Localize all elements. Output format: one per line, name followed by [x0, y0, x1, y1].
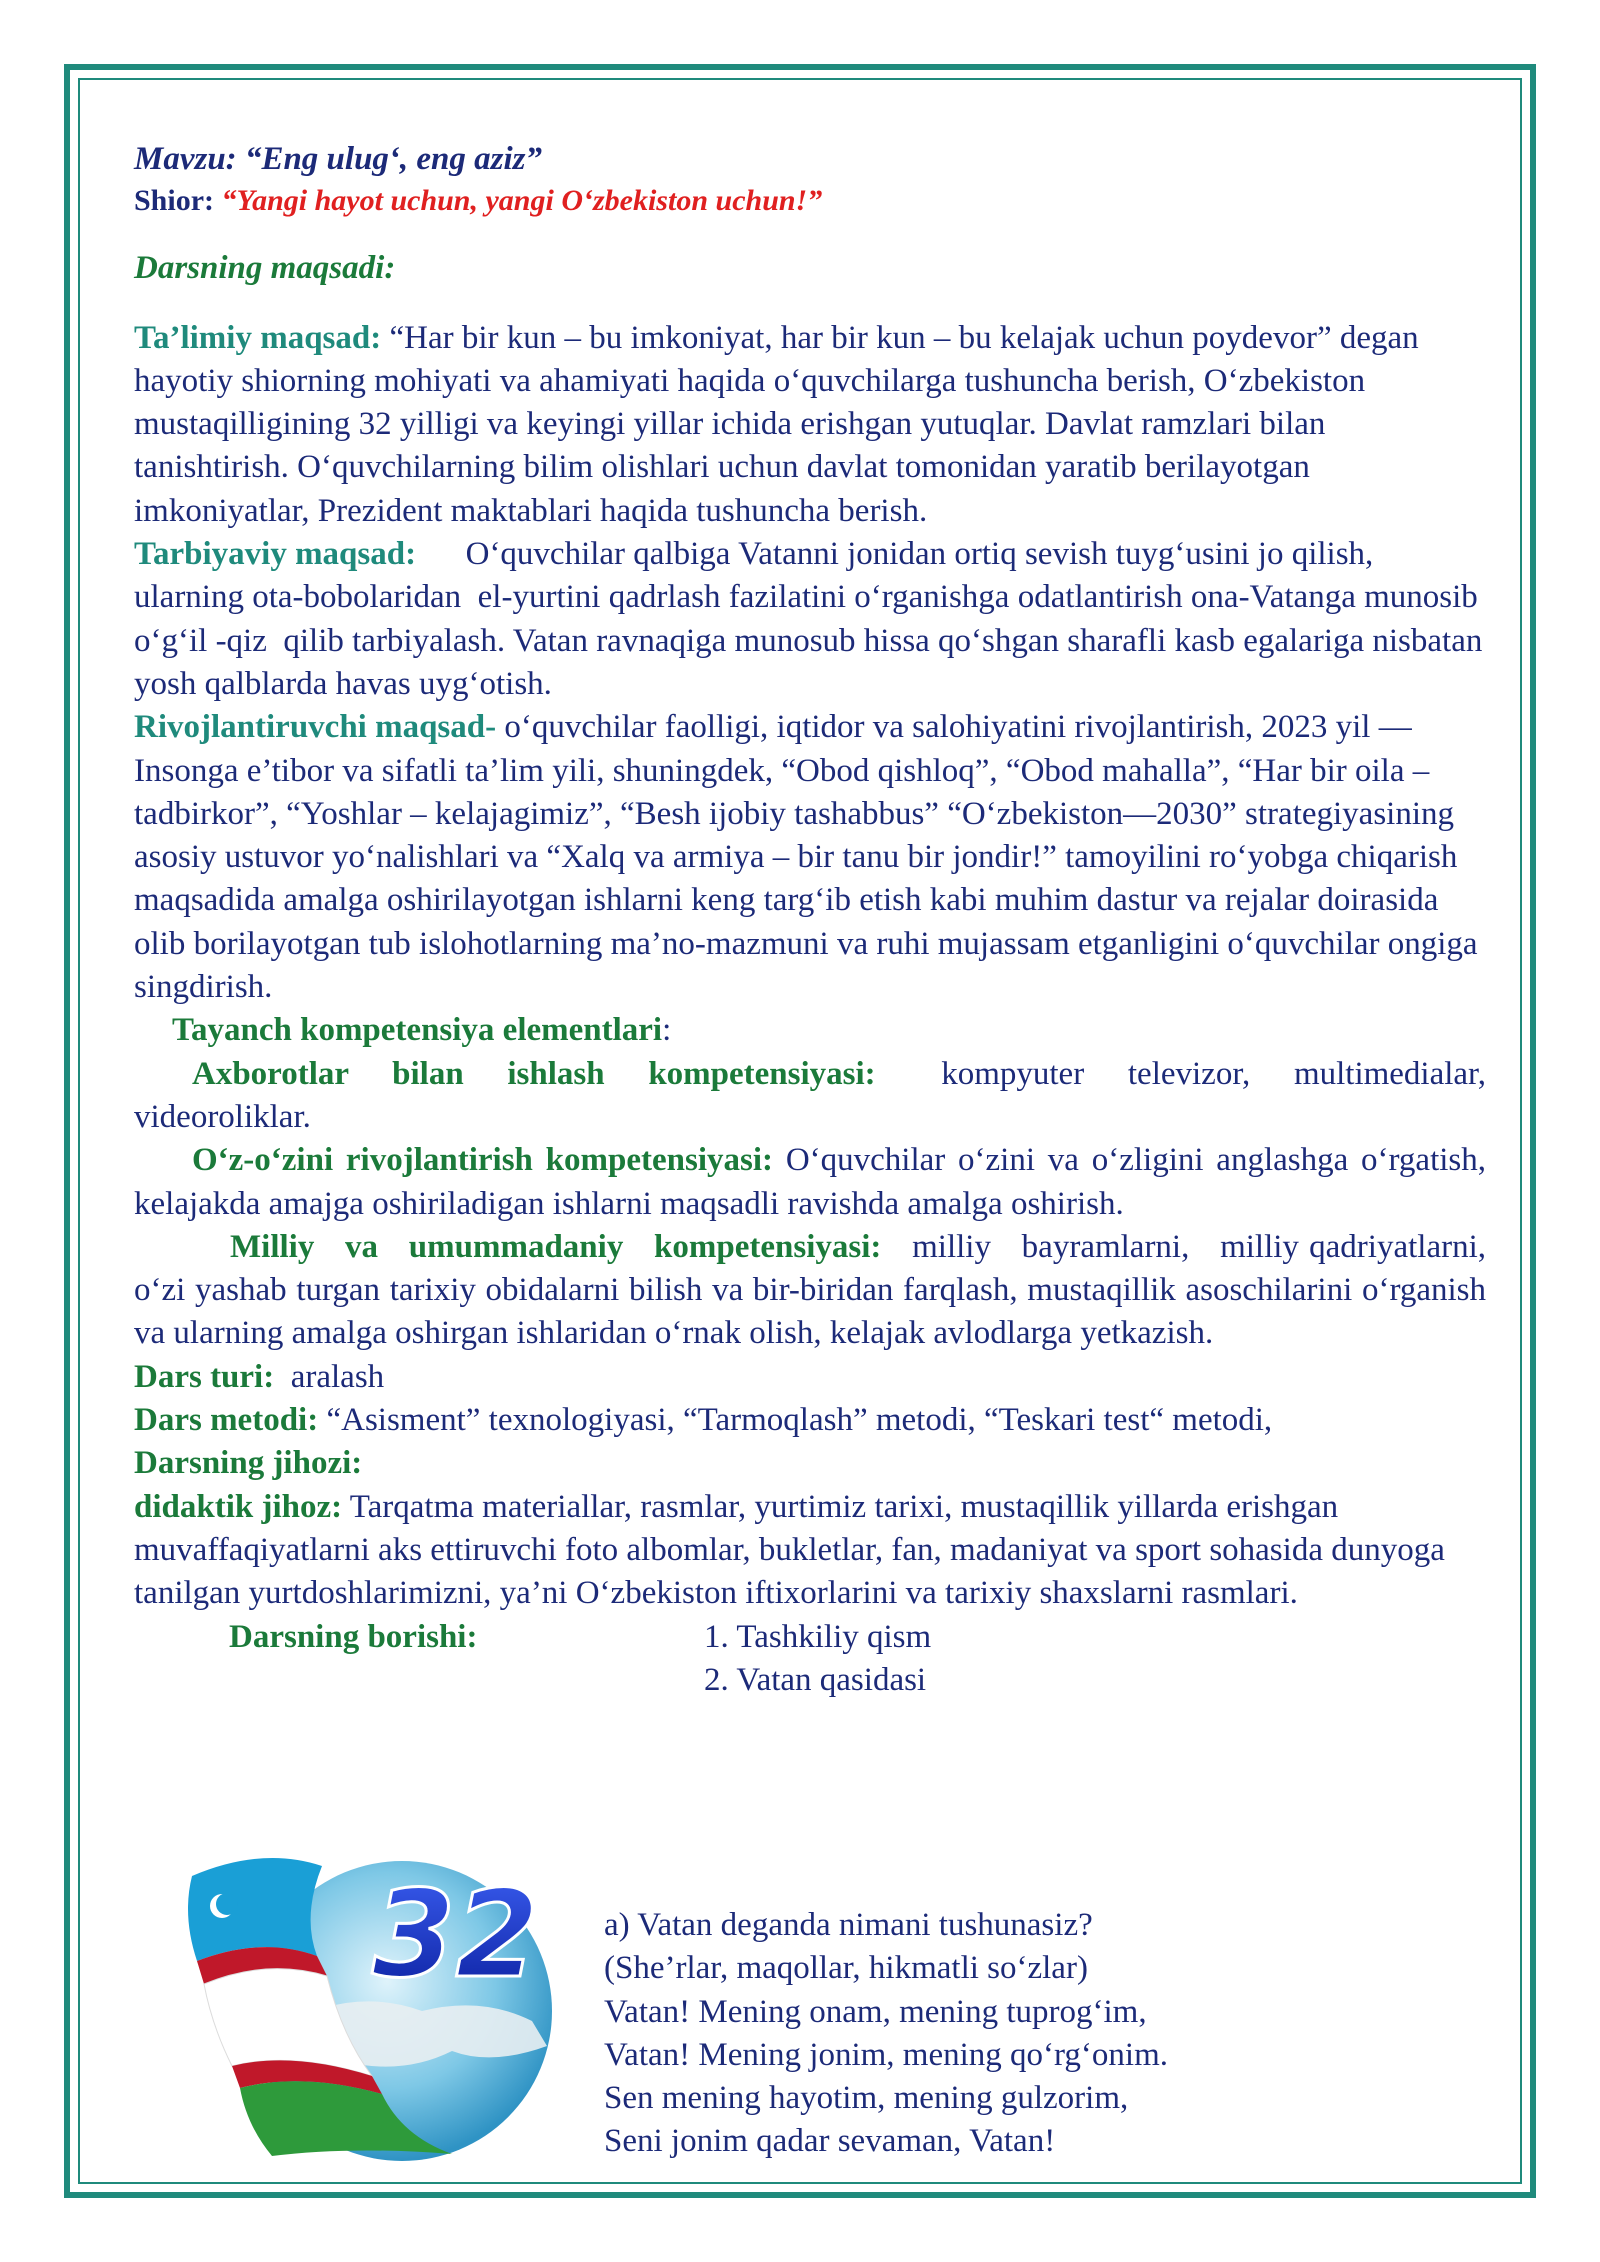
national-culture-competency	[134, 1226, 1495, 1356]
lesson-type	[134, 1356, 1486, 1399]
national-culture-competency-label: Milliy va umummadaniy kompetensiyasi:	[230, 1228, 882, 1265]
core-competencies-heading	[134, 1009, 1486, 1052]
poem-line: Seni jonim qadar sevaman, Vatan!	[604, 2123, 1056, 2160]
lesson-type-label: Dars turi:	[134, 1358, 275, 1395]
topic-text: “Eng ulug‘, eng aziz”	[236, 141, 543, 177]
self-development-competency-label: O‘z-o‘zini rivojlantirish kompetensiyasi:	[192, 1142, 774, 1179]
info-competency-label: Axborotlar bilan ishlash kompetensiyasi:	[192, 1055, 876, 1092]
upbringing-goal-label: Tarbiyaviy maqsad:	[134, 536, 417, 573]
national-culture-competency-text: milliy bayramlarni, milliy qadriyatlarni, o‘zi yashab turgan tarixiy obidalarni bilish va bir-biridan farqlash, mustaqillik asoschilarini o‘rganish va ularning amalga oshirgan ishlaridan o‘rnak olish, kelajak avlodlarga yetkazish.	[134, 1228, 1495, 1352]
developmental-goal-label: Rivojlantiruvchi maqsad-	[134, 709, 497, 746]
slogan-line	[134, 181, 1486, 221]
slogan-label: Shior:	[134, 184, 215, 218]
lesson-plan-body	[134, 138, 1495, 1702]
lesson-type-text: aralash	[274, 1358, 385, 1395]
self-development-competency	[134, 1139, 1486, 1226]
developmental-goal	[134, 706, 1486, 1009]
poem-line: Sen mening hayotim, mening gulzorim,	[604, 2080, 1129, 2117]
lesson-method-label: Dars metodi:	[134, 1402, 319, 1439]
lesson-progress-item: 1. Tashkiliy qism	[704, 1618, 932, 1655]
educational-goal-text: “Har bir kun – bu imkoniyat, har bir kun – bu kelajak uchun poydevor” degan hayotiy shiorning mohiyati va ahamiyati haqida o‘quvchilarga tushuncha berish, O‘zbekiston mustaqilligining 32 yilligi va keyingi yillar ichida erishgan yutuqlar. Davlat ramzlari bilan tanishtirish. O‘quvchilarning bilim olishlari uchun davlat tomonidan yaratib berilayotgan imkoniyatlar, Prezident maktablari haqida tushuncha berish.	[134, 319, 1419, 529]
upbringing-goal	[134, 533, 1491, 706]
developmental-goal-text: o‘quvchilar faolligi, iqtidor va salohiyatini rivojlantirish, 2023 yil — Insonga e’tibor va sifatli ta’lim yili, shuningdek, “Obod qishloq”, “Obod mahalla”, “Har bir oila – tadbirkor”, “Yoshlar – kelajagimiz”, “Besh ijobiy tashabbus” “O‘zbekiston—2030” strategiyasining asosiy ustuvor yo‘nalishlari va “Xalq va armiya – bir tanu bir jondir!” tamoyilini ro‘yobga chiqarish maqsadida amalga oshirilayotgan ishlarni keng targ‘ib etish kabi muhim dastur va rejalar doirasida olib borilayotgan tub islohotlarning ma’no-mazmuni va ruhi mujassam etganligini o‘quvchilar ongiga singdirish.	[134, 709, 1478, 1006]
poem-line: (She’rlar, maqollar, hikmatli so‘zlar)	[604, 1950, 1088, 1987]
educational-goal-label: Ta’limiy maqsad:	[134, 319, 382, 356]
core-competencies-label: Tayanch kompetensiya elementlari	[172, 1012, 663, 1049]
lesson-method	[134, 1399, 1486, 1442]
lower-section	[134, 1836, 1486, 2166]
poem-line: a) Vatan deganda nimani tushunasiz?	[604, 1907, 1093, 1943]
lesson-method-text: “Asisment” texnologiyasi, “Tarmoqlash” metodi, “Teskari test“ metodi,	[318, 1402, 1273, 1439]
lesson-progress-list	[704, 1616, 931, 1703]
info-competency-text: kompyuter televizor, multimedialar, videoroliklar.	[134, 1055, 1495, 1135]
poem-block	[604, 1904, 1168, 2164]
self-development-competency-text: O‘quvchilar o‘zini va o‘zligini anglashga o‘rgatish, kelajakda amajga oshiriladigan ishlarni maqsadli ravishda amalga oshirish.	[134, 1142, 1486, 1222]
goals-heading: Darsning maqsadi:	[134, 250, 396, 287]
poem-line: Vatan! Mening onam, mening tuprog‘im,	[604, 1993, 1147, 2030]
didactic-equipment	[134, 1486, 1486, 1616]
slogan-text: “Yangi hayot uchun, yangi O‘zbekiston uchun!”	[214, 184, 823, 218]
didactic-equipment-label: didaktik jihoz:	[134, 1488, 343, 1525]
core-competencies-colon: :	[662, 1012, 672, 1049]
poem-line: Vatan! Mening jonim, mening qo‘rg‘onim.	[604, 2036, 1168, 2073]
lesson-progress	[134, 1616, 1486, 1702]
lesson-progress-label: Darsning borishi:	[229, 1618, 478, 1655]
upbringing-goal-text: O‘quvchilar qalbiga Vatanni jonidan ortiq sevish tuyg‘usini jo qilish, ularning ota-bobolaridan el-yurtini qadrlash fazilatini o‘rganishga odatlantirish ona-Vatanga munosib o‘g‘il -qiz qilib tarbiyalash. Vatan ravnaqiga munosub hissa qo‘shgan sharafli kasb egalariga nisbatan yosh qalblarda havas uyg‘otish.	[134, 536, 1491, 702]
educational-goal	[134, 317, 1486, 533]
topic-label: Mavzu:	[134, 141, 237, 177]
lesson-progress-item: 2. Vatan qasidasi	[704, 1661, 927, 1698]
didactic-equipment-text: Tarqatma materiallar, rasmlar, yurtimiz tarixi, mustaqillik yillarda erishgan muvaffaqiyatlarni aks ettiruvchi foto albomlar, bukletlar, fan, madaniyat va sport sohasida dunyoga tanilgan yurtdoshlarimizni, ya’ni O‘zbekiston iftixorlarini va tarixiy shaxslarni rasmlari.	[134, 1488, 1445, 1612]
topic-line	[134, 138, 1486, 181]
lesson-equipment-heading: Darsning jihozi:	[134, 1445, 363, 1482]
independence-32-emblem	[152, 1836, 652, 2166]
emblem-number: 32	[372, 1866, 539, 2005]
info-competency	[134, 1053, 1495, 1140]
